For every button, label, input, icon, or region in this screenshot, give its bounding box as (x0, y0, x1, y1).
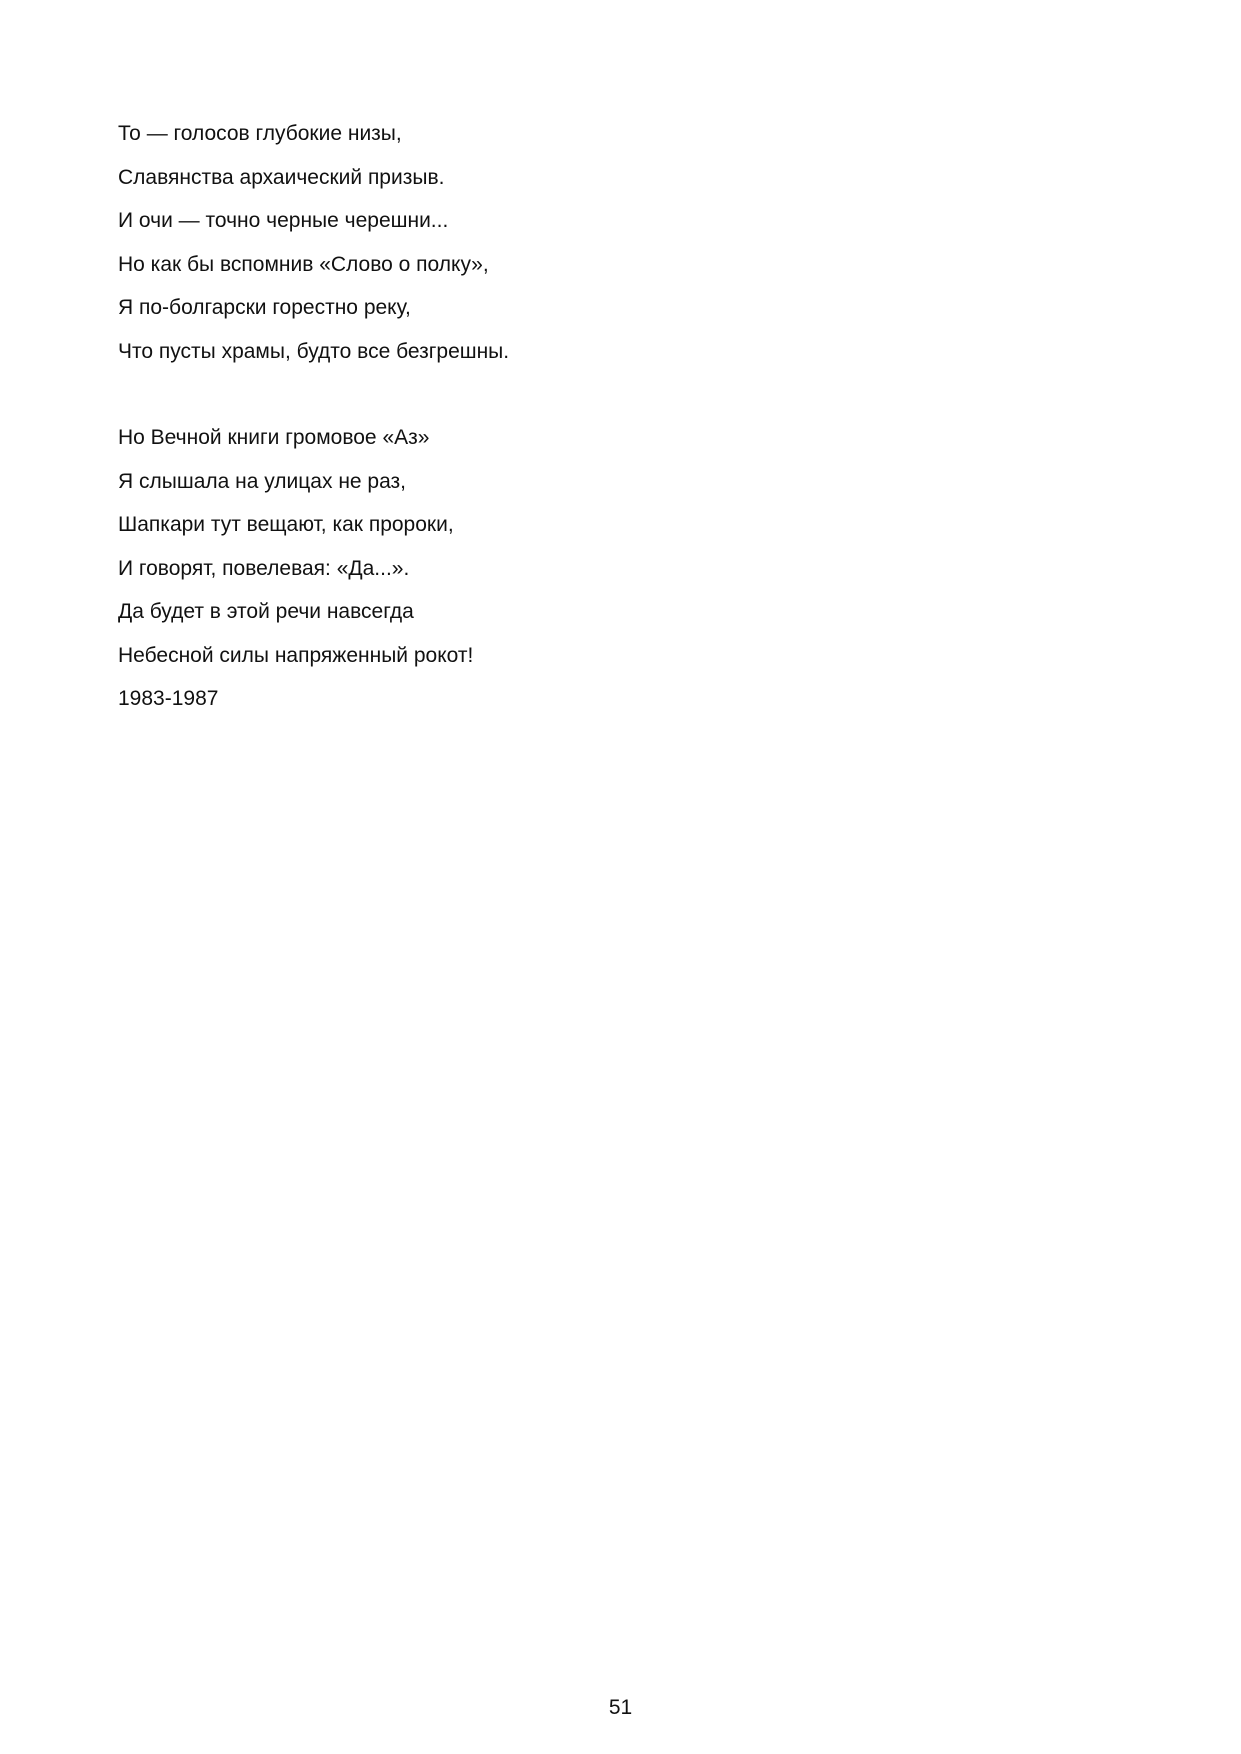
poem-line: Славянства архаический призыв. (118, 165, 445, 189)
page-number: 51 (608, 1696, 633, 1719)
poem-line: Да будет в этой речи навсегда (118, 600, 414, 623)
poem-line: Я по-болгарски горестно реку, (118, 296, 411, 319)
poem-date: 1983-1987 (118, 687, 219, 710)
poem-line: Но как бы вспомнив «Слово о полку», (118, 252, 489, 276)
stanza-2 (118, 416, 1118, 721)
poem-line: И очи — точно черные черешни... (118, 209, 449, 232)
poem (118, 112, 1118, 721)
poem-line: Но Вечной книги громовое «Аз» (118, 426, 430, 449)
poem-line: Небесной силы напряженный рокот! (118, 643, 474, 667)
poem-line: И говорят, повелевая: «Да...». (118, 556, 410, 580)
poem-line: Что пусты храмы, будто все безгрешны. (118, 339, 510, 363)
poem-line: Шапкари тут вещают, как пророки, (118, 513, 454, 536)
poem-line: Я слышала на улицах не раз, (118, 469, 407, 493)
stanza-1 (118, 112, 1118, 373)
poem-line: То — голосов глубокие низы, (118, 122, 402, 145)
